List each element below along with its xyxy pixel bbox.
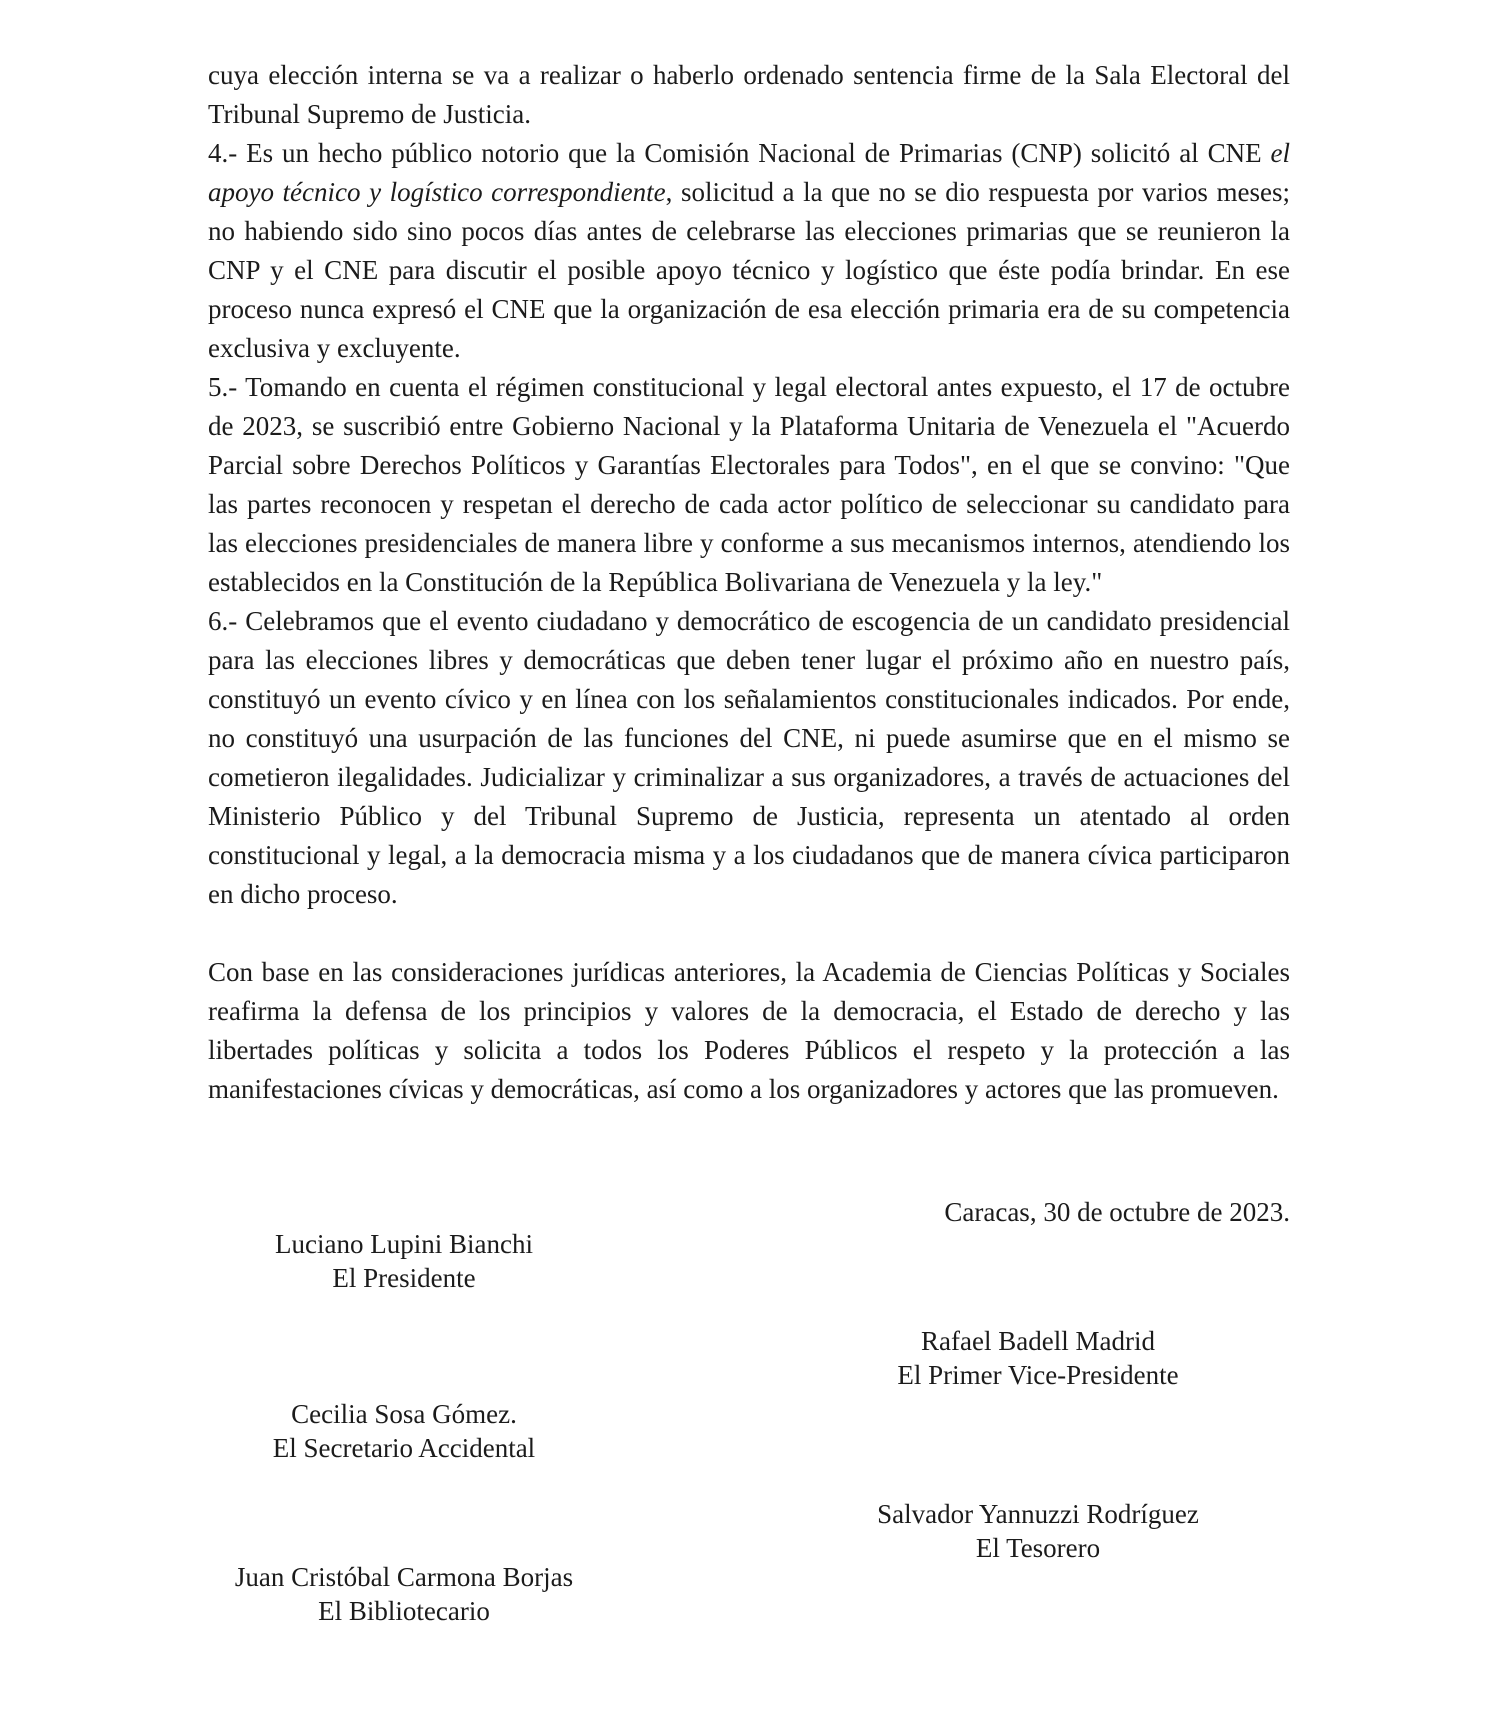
paragraph-3-end: cuya elección interna se va a realizar o haberlo ordenado sentencia firme de la Sala Electoral del Tribunal Supremo de Justicia.: [208, 60, 1290, 129]
signatory-name: Cecilia Sosa Gómez.: [291, 1399, 517, 1429]
signatory-name: Rafael Badell Madrid: [921, 1326, 1155, 1356]
signatory-name: Juan Cristóbal Carmona Borjas: [234, 1562, 574, 1592]
paragraph-6: 6.- Celebramos que el evento ciudadano y democrático de escogencia de un candidato presidencial para las elecciones libres y democráticas que deben tener lugar el próximo año en nuestro país, constituyó un evento cívico y en línea con los señalamientos constitucionales indicados. Por ende, no constituyó una usurpación de las funciones del CNE, ni puede asumirse que en el mismo se cometieron ilegalidades. Judicializar y criminalizar a sus organizadores, a través de actuaciones del Ministerio Público y del Tribunal Supremo de Justicia, representa un atentado al orden constitucional y legal, a la democracia misma y a los ciudadanos que de manera cívica participaron en dicho proceso.: [208, 606, 1290, 909]
signatory-name: Luciano Lupini Bianchi: [275, 1229, 533, 1259]
paragraph-4: [208, 134, 1290, 368]
signatory-title: El Primer Vice-Presidente: [897, 1360, 1179, 1390]
signatory-name: Salvador Yannuzzi Rodríguez: [877, 1499, 1199, 1529]
paragraph-4-text-a: 4.- Es un hecho público notorio que la Comisión Nacional de Primarias (CNP) solicitó al CNE: [208, 138, 1271, 168]
document-body: [208, 56, 1290, 1109]
signatory-title: El Presidente: [332, 1263, 476, 1293]
signature-block-president: [144, 1227, 664, 1295]
signature-block-treasurer: [778, 1497, 1298, 1565]
signatory-title: El Secretario Accidental: [272, 1433, 536, 1463]
paragraph-4-italic: el apoyo técnico y logístico correspondiente: [208, 138, 1290, 207]
signature-block-librarian: [144, 1560, 664, 1628]
conclusion-paragraph: Con base en las consideraciones jurídicas anteriores, la Academia de Ciencias Políticas y Sociales reafirma la defensa de los principios y valores de la democracia, el Estado de derecho y las libertades políticas y solicita a todos los Poderes Públicos el respeto y la protección a las manifestaciones cívicas y democráticas, así como a los organizadores y actores que las promueven.: [208, 957, 1290, 1104]
signatory-title: El Bibliotecario: [318, 1596, 490, 1626]
signature-block-first-vice-president: [778, 1324, 1298, 1392]
paragraph-4-text-b: , solicitud a la que no se dio respuesta por varios meses; no habiendo sido sino pocos días antes de celebrarse las elecciones primarias que se reunieron la CNP y el CNE para discutir el posible apoyo técnico y logístico que éste podía brindar. En ese proceso nunca expresó el CNE que la organización de esa elección primaria era de su competencia exclusiva y excluyente.: [208, 177, 1290, 363]
signatory-title: El Tesorero: [975, 1533, 1101, 1563]
date-line: Caracas, 30 de octubre de 2023.: [944, 1197, 1290, 1227]
signature-block-secretary: [144, 1397, 664, 1465]
paragraph-5: 5.- Tomando en cuenta el régimen constitucional y legal electoral antes expuesto, el 17 de octubre de 2023, se suscribió entre Gobierno Nacional y la Plataforma Unitaria de Venezuela el "Acuerdo Parcial sobre Derechos Políticos y Garantías Electorales para Todos", en el que se convino: "Que las partes reconocen y respetan el derecho de cada actor político de seleccionar su candidato para las elecciones presidenciales de manera libre y conforme a sus mecanismos internos, atendiendo los establecidos en la Constitución de la República Bolivariana de Venezuela y la ley.": [208, 372, 1290, 597]
